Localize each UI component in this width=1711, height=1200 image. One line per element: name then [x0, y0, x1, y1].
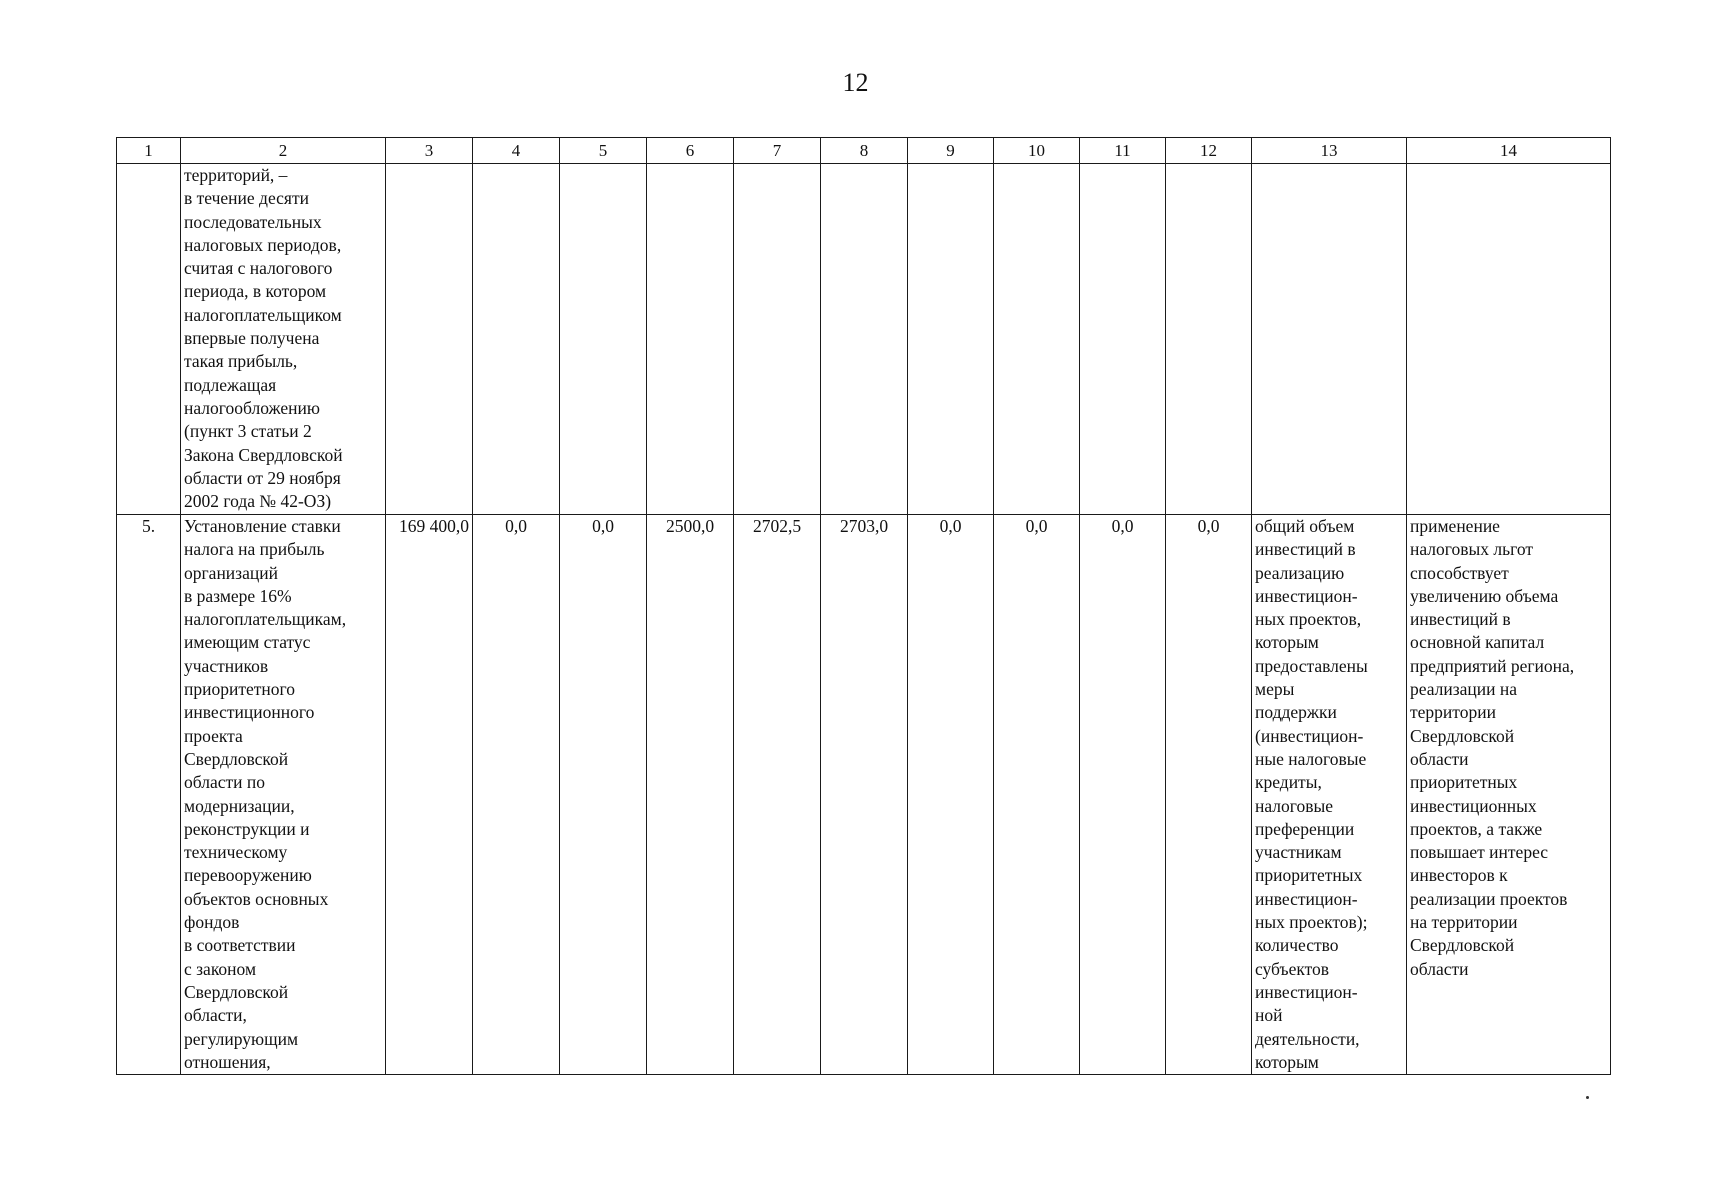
header-cell-5: 5 — [560, 138, 647, 164]
header-cell-3: 3 — [386, 138, 473, 164]
header-cell-11: 11 — [1080, 138, 1166, 164]
value-cell-11 — [1080, 164, 1166, 515]
row-number-cell: 5. — [117, 515, 181, 1075]
value-cell-5 — [560, 164, 647, 515]
header-cell-12: 12 — [1166, 138, 1252, 164]
assessment-cell — [1407, 164, 1611, 515]
data-table — [116, 137, 1611, 1075]
table-row — [117, 515, 1611, 1075]
value-cell-8 — [821, 164, 908, 515]
assessment-cell: применение налоговых льгот способствует увеличению объема инвестиций в основной капитал предприятий региона, реализации на территории Свердловской области приоритетных инвестиционных проектов, а также повышает интерес инвесторов к реализации проектов на территории Свердловской области — [1407, 515, 1611, 1075]
indicator-cell — [1252, 164, 1407, 515]
header-cell-4: 4 — [473, 138, 560, 164]
scan-mark — [1586, 1096, 1589, 1099]
header-cell-2: 2 — [181, 138, 386, 164]
header-cell-13: 13 — [1252, 138, 1407, 164]
value-cell-7: 2702,5 — [734, 515, 821, 1075]
value-cell-5: 0,0 — [560, 515, 647, 1075]
page-number: 12 — [842, 68, 869, 97]
row-number-cell — [117, 164, 181, 515]
value-cell-3 — [386, 164, 473, 515]
value-cell-7 — [734, 164, 821, 515]
value-cell-12: 0,0 — [1166, 515, 1252, 1075]
value-cell-4: 0,0 — [473, 515, 560, 1075]
table-row — [117, 164, 1611, 515]
description-cell: Установление ставки налога на прибыль организаций в размере 16% налогоплательщикам, имеющим статус участников приоритетного инвестиционного проекта Свердловской области по модернизации, реконструкции и техническому перевооружению объектов основных фондов в соответствии с законом Свердловской области, регулирующим отношения, — [181, 515, 386, 1075]
value-cell-6: 2500,0 — [647, 515, 734, 1075]
header-cell-6: 6 — [647, 138, 734, 164]
header-cell-1: 1 — [117, 138, 181, 164]
value-cell-9 — [908, 164, 994, 515]
value-cell-11: 0,0 — [1080, 515, 1166, 1075]
value-cell-8: 2703,0 — [821, 515, 908, 1075]
table-header-row — [117, 138, 1611, 164]
header-cell-7: 7 — [734, 138, 821, 164]
value-cell-4 — [473, 164, 560, 515]
value-cell-3: 169 400,0 — [386, 515, 473, 1075]
header-cell-14: 14 — [1407, 138, 1611, 164]
value-cell-9: 0,0 — [908, 515, 994, 1075]
value-cell-12 — [1166, 164, 1252, 515]
value-cell-10: 0,0 — [994, 515, 1080, 1075]
value-cell-10 — [994, 164, 1080, 515]
header-cell-9: 9 — [908, 138, 994, 164]
indicator-cell: общий объем инвестиций в реализацию инвестицион- ных проектов, которым предоставлены меры поддержки (инвестицион- ные налоговые кредиты, налоговые преференции участникам приоритетных инвестицион- ных проектов); количество субъектов инвестицион- ной деятельности, которым — [1252, 515, 1407, 1075]
value-cell-6 — [647, 164, 734, 515]
description-cell: территорий, – в течение десяти последовательных налоговых периодов, считая с налогового периода, в котором налогоплательщиком впервые получена такая прибыль, подлежащая налогообложению (пункт 3 статьи 2 Закона Свердловской области от 29 ноября 2002 года № 42-ОЗ) — [181, 164, 386, 515]
header-cell-8: 8 — [821, 138, 908, 164]
header-cell-10: 10 — [994, 138, 1080, 164]
